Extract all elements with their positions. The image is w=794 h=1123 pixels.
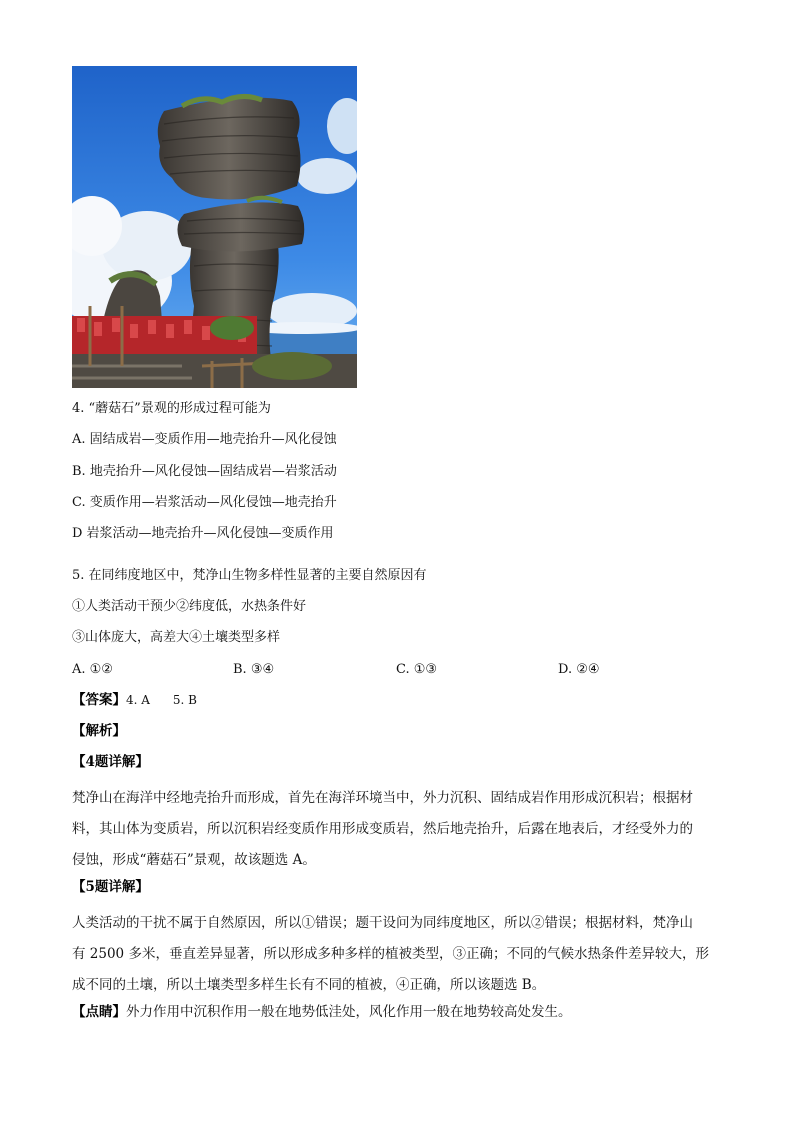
q5-option-a: A. ①②: [72, 662, 113, 677]
q5-items-line1: ①人类活动干预少②纬度低，水热条件好: [72, 599, 307, 614]
q5-items-line2: ③山体庞大，高差大④土壤类型多样: [72, 630, 281, 645]
tip-line: [72, 1002, 572, 1022]
mushroom-rock-photo: [72, 66, 357, 388]
q4-option-a: A. 固结成岩—变质作用—地壳抬升—风化侵蚀: [72, 432, 337, 447]
detail4-line-2: 料，其山体为变质岩，所以沉积岩经变质作用形成变质岩，然后地壳抬升，后露在地表后，才经受外力的: [72, 821, 693, 837]
q4-option-b: B. 地壳抬升—风化侵蚀—固结成岩—岩浆活动: [72, 464, 337, 479]
q5-option-d: D. ②④: [558, 662, 600, 677]
analysis-label: 【解析】: [72, 723, 126, 739]
q4-option-c: C. 变质作用—岩浆活动—风化侵蚀—地壳抬升: [72, 495, 337, 510]
detail5-label: 【5题详解】: [72, 879, 149, 895]
detail5-line-1: 人类活动的干扰不属于自然原因，所以①错误；题干设问为同纬度地区，所以②错误；根据材料，梵净山: [72, 915, 693, 931]
answer-text: 4. A 5. B: [126, 693, 197, 707]
tip-label: 【点睛】: [72, 1004, 126, 1020]
detail5-paragraph: [72, 908, 724, 1001]
q5-stem: 5. 在同纬度地区中，梵净山生物多样性显著的主要自然原因有: [72, 568, 427, 583]
detail5-line-3: 成不同的土壤，所以土壤类型多样生长有不同的植被，④正确，所以该题选 B。: [72, 977, 546, 993]
answer-label: 【答案】: [72, 692, 126, 708]
tip-text: 外力作用中沉积作用一般在地势低洼处，风化作用一般在地势较高处发生。: [126, 1004, 572, 1020]
q4-option-d: D 岩浆活动—地壳抬升—风化侵蚀—变质作用: [72, 526, 334, 541]
q4-stem: 4. “蘑菇石”景观的形成过程可能为: [72, 401, 271, 416]
detail4-line-3: 侵蚀，形成“蘑菇石”景观，故该题选 A。: [72, 852, 316, 868]
q5-option-b: B. ③④: [233, 662, 275, 677]
detail5-line-2: 有 2500 多米，垂直差异显著，所以形成多种多样的植被类型，③正确；不同的气候水热条件差异较大，形: [72, 946, 709, 962]
detail4-label: 【4题详解】: [72, 754, 149, 770]
q5-option-c: C. ①③: [396, 662, 438, 677]
answer-line: [72, 690, 197, 710]
detail4-paragraph: [72, 783, 724, 876]
detail4-line-1: 梵净山在海洋中经地壳抬升而形成，首先在海洋环境当中，外力沉积、固结成岩作用形成沉积岩；根据材: [72, 790, 693, 806]
